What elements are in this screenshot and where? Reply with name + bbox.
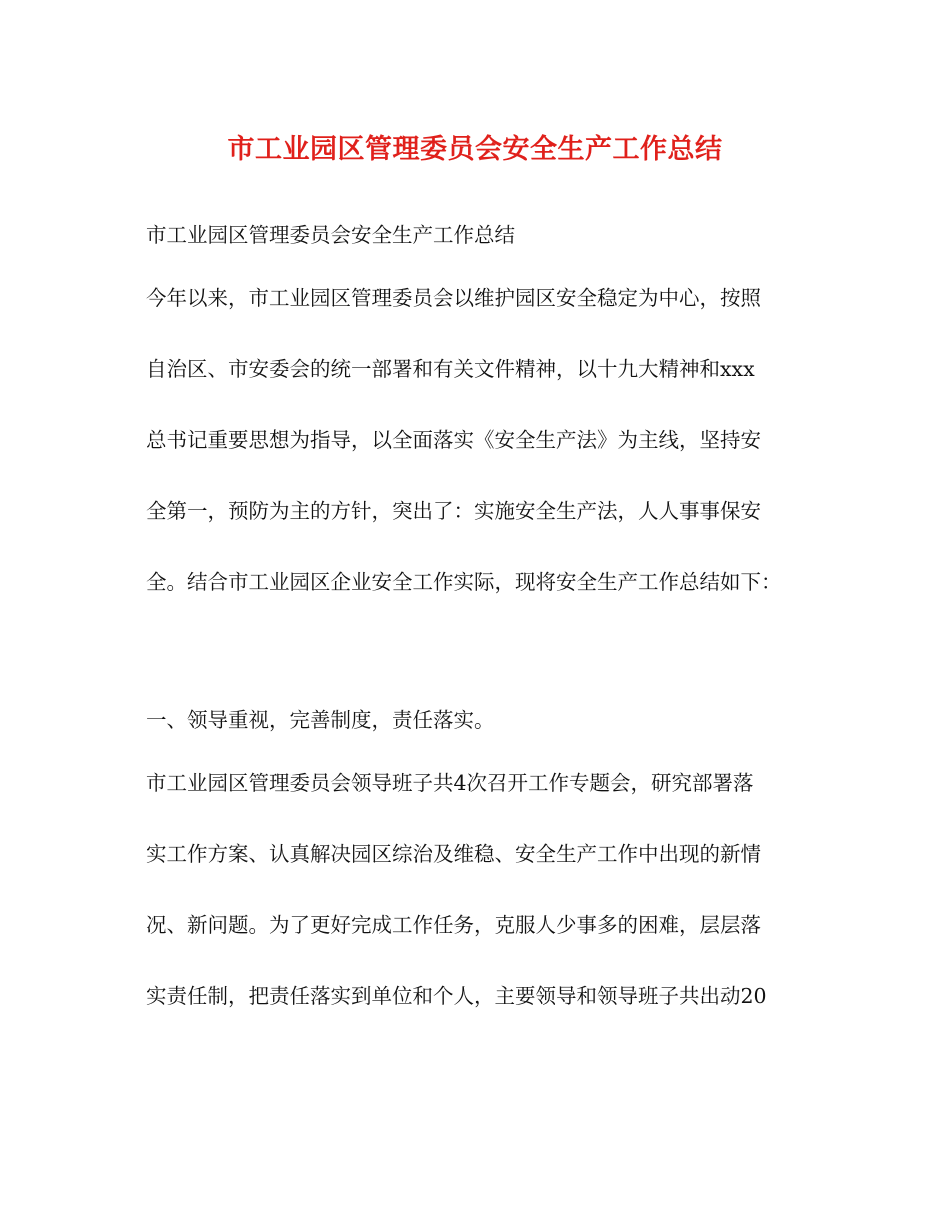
body-line: 市工业园区管理委员会领导班子共4次召开工作专题会，研究部署落 bbox=[146, 771, 754, 795]
body-line: 实责任制，把责任落实到单位和个人，主要领导和领导班子共出动20 bbox=[146, 984, 767, 1008]
body-line: 全。结合市工业园区企业安全工作实际，现将安全生产工作总结如下： bbox=[146, 570, 782, 594]
body-line: 全第一，预防为主的方针，突出了：实施安全生产法，人人事事保安 bbox=[146, 499, 761, 523]
subtitle-line: 市工业园区管理委员会安全生产工作总结 bbox=[146, 223, 515, 247]
body-line: 况、新问题。为了更好完成工作任务，克服人少事多的困难，层层落 bbox=[146, 913, 761, 937]
body-line: 自治区、市安委会的统一部署和有关文件精神，以十九大精神和xxx bbox=[146, 357, 755, 381]
body-line: 实工作方案、认真解决园区综治及维稳、安全生产工作中出现的新情 bbox=[146, 842, 761, 866]
document-title: 市工业园区管理委员会安全生产工作总结 bbox=[227, 134, 723, 165]
body-line: 总书记重要思想为指导，以全面落实《安全生产法》为主线，坚持安 bbox=[146, 428, 761, 452]
body-line: 今年以来，市工业园区管理委员会以维护园区安全稳定为中心，按照 bbox=[146, 286, 761, 310]
section-heading: 一、领导重视，完善制度，责任落实。 bbox=[146, 708, 495, 732]
